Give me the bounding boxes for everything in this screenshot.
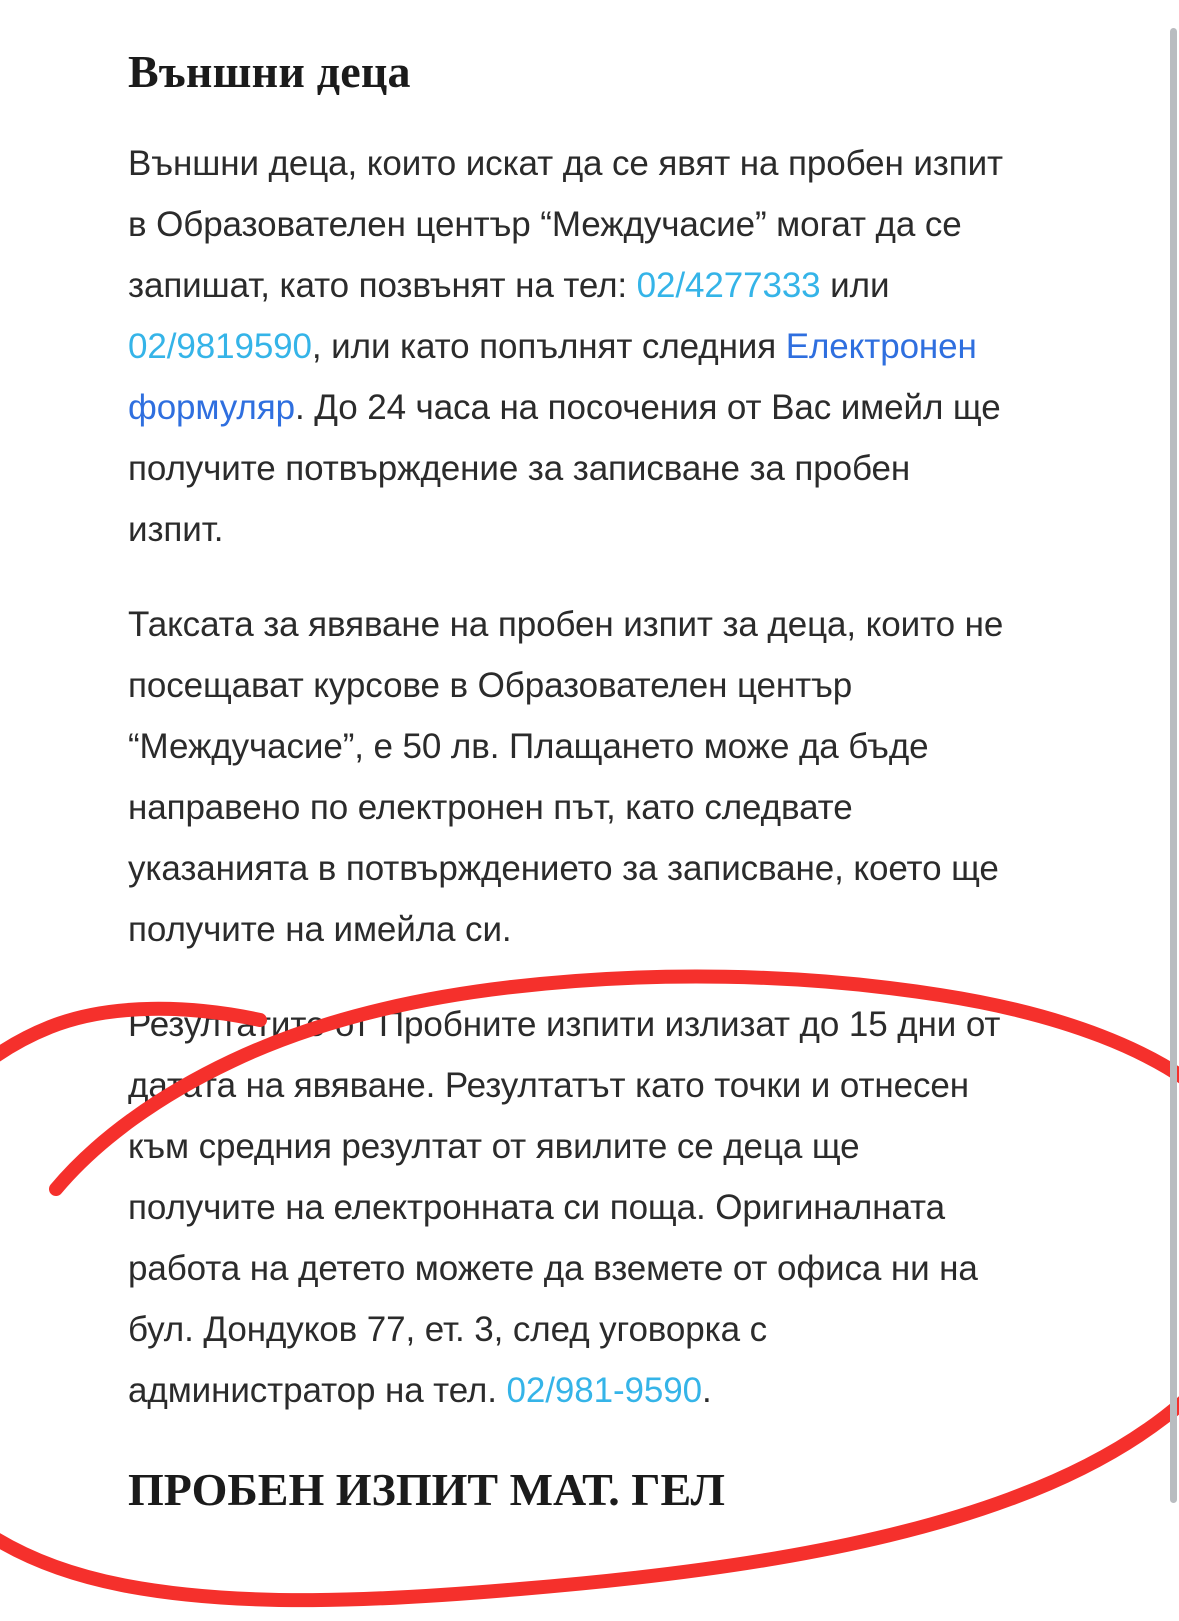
section-subtitle: ПРОБЕН ИЗПИТ МАТ. ГЕЛ	[128, 1464, 725, 1516]
paragraph-text: Таксата за явяване на пробен изпит за деца, които не посещават курсове в Образователен център “Междучасие”, е 50 лв. Плащането може да бъде направено по електронен път, като следвате указанията в потвърждението за записване, което ще получите на имейла си.	[128, 605, 1004, 950]
scrollbar-thumb[interactable]	[1170, 28, 1177, 1503]
paragraph-text: . До 24 часа на посочения от Вас имейл ще получите потвърждение за записване за пробен изпит.	[128, 388, 1001, 550]
phone-link-primary[interactable]: 02/4277333	[636, 266, 821, 306]
paragraph-text: , или като попълнят следния	[311, 327, 786, 367]
paragraph-intro	[128, 133, 1008, 560]
paragraph-text: Външни деца, които искат да се явят на пробен изпит в Образователен център “Междучасие” могат да се запишат, като позвънят на тел:	[128, 144, 1003, 306]
paragraph-text: Резултатите от Пробните изпити излизат до 15 дни от датата на явяване. Резултатът като точки и отнесен към средния резултат от явилите се деца ще получите на електронната си поща. Оригиналната работа на детето можете да вземете от офиса ни на бул. Дондуков 77, ет. 3, след уговорка с администратор на тел.	[128, 1005, 1001, 1411]
paragraph-results	[128, 994, 1008, 1421]
phone-link-secondary[interactable]: 02/9819590	[128, 327, 312, 367]
paragraph-fee	[128, 594, 1008, 960]
article-content	[128, 0, 1008, 1516]
paragraph-text: .	[701, 1371, 712, 1411]
vertical-scrollbar[interactable]	[1167, 0, 1179, 1621]
electronic-form-link[interactable]: Електронен формуляр	[128, 327, 977, 428]
paragraph-text: или	[820, 266, 890, 306]
phone-link-admin[interactable]: 02/981-9590	[506, 1371, 702, 1411]
page-title: Външни деца	[128, 46, 411, 97]
